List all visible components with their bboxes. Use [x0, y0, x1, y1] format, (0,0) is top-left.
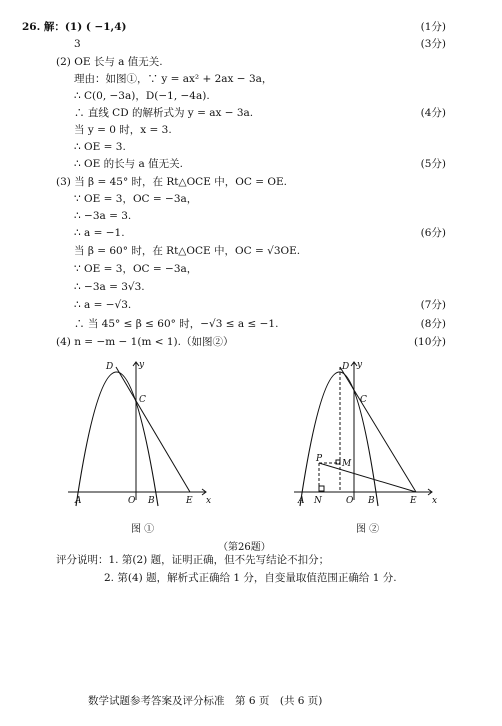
- line-19: (4) n = −m − 1(m < 1).（如图②）: [56, 336, 234, 348]
- line-4: 理由：如图①，∵ y = ax² + 2ax − 3a，: [74, 73, 273, 85]
- figure-2-caption: 图 ②: [356, 524, 380, 535]
- score-2: (3分): [420, 38, 446, 50]
- line-18: ∴ 当 45° ≤ β ≤ 60° 时，−√3 ≤ a ≤ −1.: [74, 318, 279, 330]
- line-14: 当 β = 60° 时，在 Rt△OCE 中，OC = √3OE.: [74, 245, 301, 257]
- problem-heading: [22, 21, 126, 34]
- fig2-label-C: C: [360, 395, 367, 405]
- fig1-label-C: C: [139, 395, 146, 405]
- fig2-label-M: M: [342, 459, 352, 469]
- fig2-label-D: D: [342, 362, 350, 372]
- line-9: ∴ OE 的长与 a 值无关.: [74, 158, 183, 170]
- score-19: (10分): [413, 336, 446, 348]
- note-2: 2. 第(4) 题，解析式正确给 1 分，自变量取值范围正确给 1 分.: [104, 572, 397, 584]
- score-6: (4分): [420, 107, 446, 119]
- score-1: (1分): [420, 21, 446, 33]
- line-17: ∴ a = −√3.: [74, 299, 132, 311]
- score-18: (8分): [420, 318, 446, 330]
- fig1-label-y: y: [139, 360, 145, 370]
- fig2-label-x: x: [432, 496, 438, 506]
- line-8: ∴ OE = 3.: [74, 141, 126, 153]
- fig1-label-A: A: [75, 496, 82, 506]
- fig1-label-O: O: [128, 496, 136, 506]
- fig1-label-D: D: [106, 362, 114, 372]
- score-13: (6分): [420, 227, 446, 239]
- page-footer: 数学试题参考答案及评分标准 第 6 页 (共 6 页): [88, 695, 323, 707]
- line-12: ∴ −3a = 3.: [74, 210, 132, 222]
- fig2-label-A: A: [298, 496, 305, 506]
- line-6: ∴ 直线 CD 的解析式为 y = ax − 3a.: [74, 107, 254, 119]
- line-11: ∵ OE = 3，OC = −3a，: [74, 193, 198, 205]
- line-5: ∴ C(0, −3a)，D(−1, −4a).: [74, 90, 210, 102]
- fig1-label-B: B: [148, 496, 155, 506]
- fig2-label-E: E: [410, 496, 417, 506]
- figure-1: [66, 358, 216, 508]
- fig2-label-y: y: [357, 360, 363, 370]
- line-16: ∴ −3a = 3√3.: [74, 281, 145, 293]
- fig2-label-O: O: [346, 496, 354, 506]
- figure-1-caption: 图 ①: [131, 524, 155, 535]
- fig1-label-E: E: [186, 496, 193, 506]
- figure-title: （第26题）: [218, 542, 271, 553]
- fig2-label-P: P: [316, 454, 323, 464]
- line-1: 26. 解：(1) ( −1,4): [22, 21, 127, 33]
- line-2: 3: [74, 38, 81, 50]
- fig1-label-x: x: [206, 496, 212, 506]
- line-10: (3) 当 β = 45° 时，在 Rt△OCE 中，OC = OE.: [56, 176, 287, 188]
- figure-2: [292, 358, 442, 508]
- line-15: ∵ OE = 3，OC = −3a，: [74, 263, 198, 275]
- line-3: (2) OE 长与 a 值无关.: [56, 56, 163, 68]
- line-13: ∴ a = −1.: [74, 227, 125, 239]
- line-7: 当 y = 0 时，x = 3.: [74, 124, 172, 136]
- note-1: 评分说明：1. 第(2) 题，证明正确，但不先写结论不扣分；: [56, 554, 330, 566]
- score-17: (7分): [420, 299, 446, 311]
- fig2-label-B: B: [368, 496, 375, 506]
- fig2-label-N: N: [314, 496, 322, 506]
- score-9: (5分): [420, 158, 446, 170]
